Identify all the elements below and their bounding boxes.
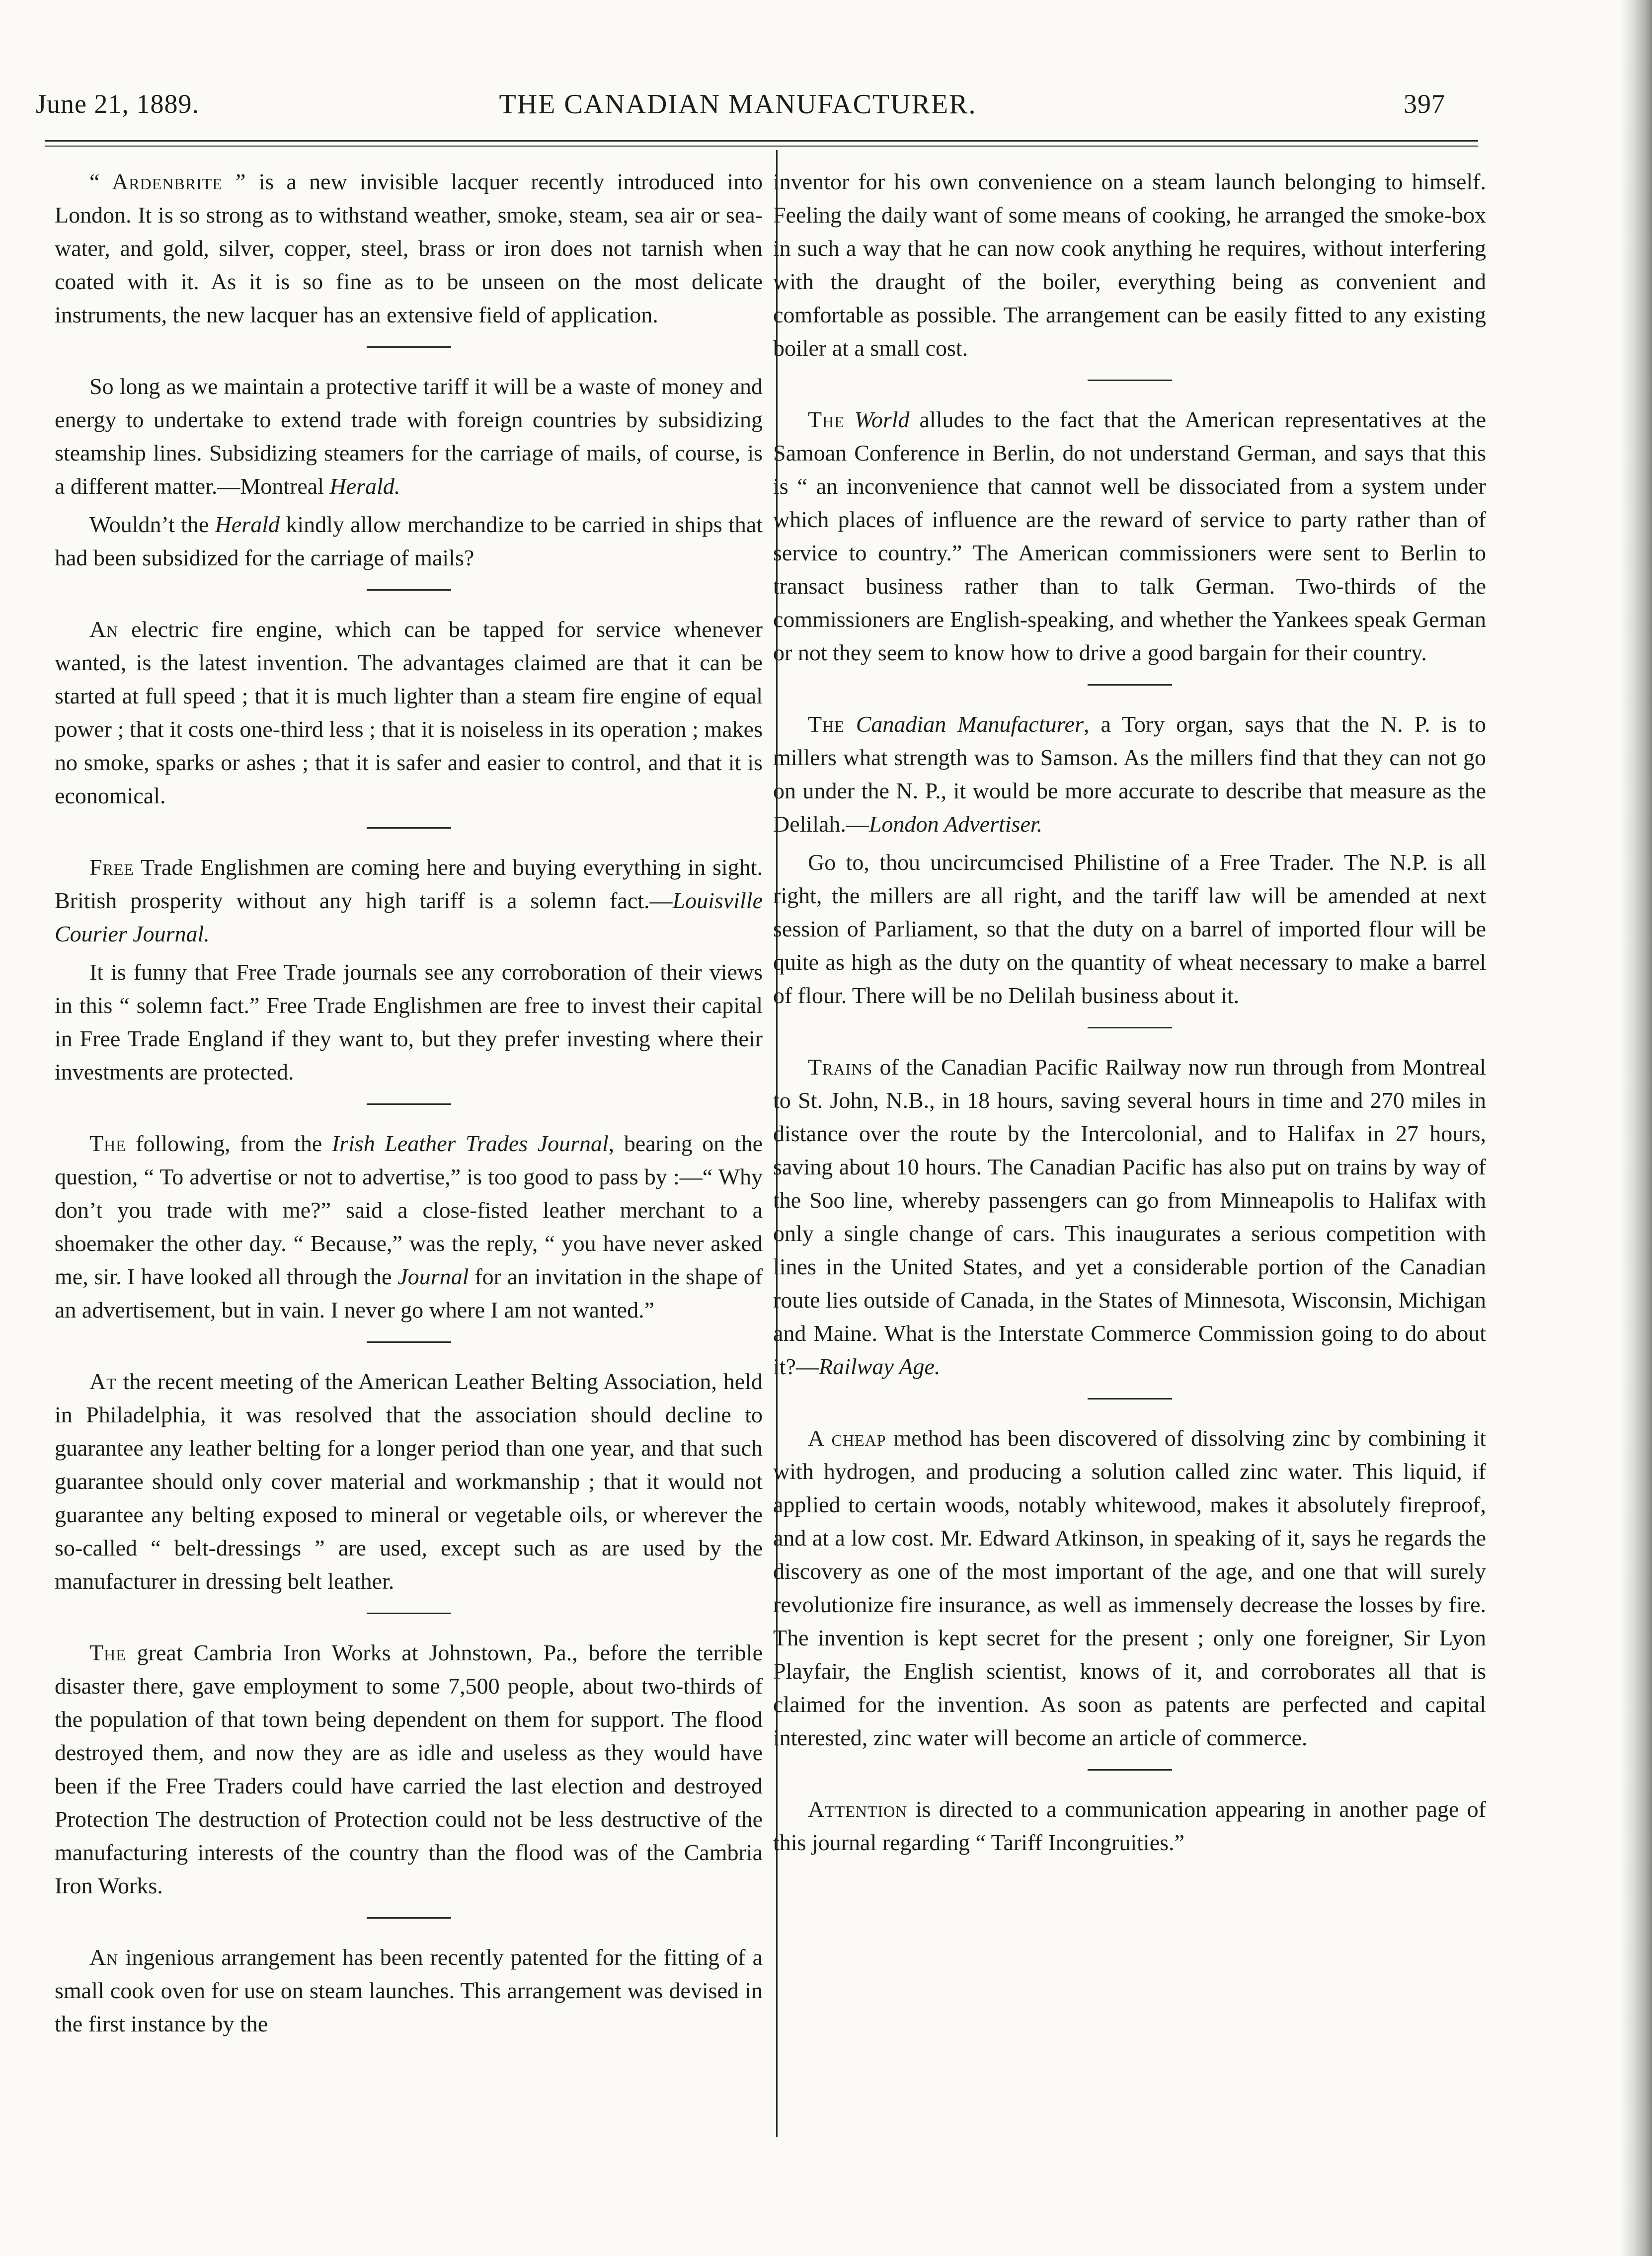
header-rule-bottom: [45, 146, 1478, 147]
article-separator: [1088, 1769, 1172, 1771]
left-column: [55, 165, 763, 2040]
newspaper-name: Herald: [215, 512, 280, 537]
article-text: great Cambria Iron Works at Johnstown, Pa., before the terrible disaster there, gave employment to some 7,500 people, about two-thirds of the population of that town being dependent on them for support. The flood destroyed them, and now they are as idle and useless as they would have been if the Free Traders could have carried the last election and destroyed Protection The destruction of Protection could not be less destructive of the manufacturing interests of the country than the flood was of the Cambria Iron Works.: [55, 1640, 763, 1898]
issue-date: June 21, 1889.: [36, 89, 199, 119]
article-separator: [1088, 684, 1172, 686]
article-separator: [367, 346, 451, 348]
article-text: It is funny that Free Trade journals see any corroboration of their views in this “ solemn fact.” Free Trade Englishmen are free to invest their capital in Free Trade England if they want to, but they prefer investing where their investments are protected.: [55, 959, 763, 1085]
article-separator: [1088, 380, 1172, 381]
article-lead: “ Ardenbrite ”: [89, 169, 246, 194]
article-text: inventor for his own convenience on a steam launch belonging to himself. Feeling the daily want of some means of cooking, he arranged the smoke-box in such a way that he can now cook anything he requires, without interfering with the draught of the boiler, everything being as convenient and comfortable as possible. The arrangement can be easily fitted to any existing boiler at a small cost.: [773, 169, 1486, 361]
article-electric-fire-engine: [55, 613, 763, 812]
article-philistine-reply: [773, 846, 1486, 1012]
article-cambria-iron-works: [55, 1636, 763, 1902]
article-protective-tariff: [55, 370, 763, 503]
article-text: is directed to a communication appearing in another page of this journal regarding “ Tariff Incongruities.”: [773, 1796, 1486, 1855]
article-lead: An: [89, 1945, 119, 1970]
article-lead: Trains: [808, 1054, 873, 1080]
article-canadian-pacific-trains: [773, 1050, 1486, 1383]
article-text: electric fire engine, which can be tapped for service whenever wanted, is the latest invention. The advantages claimed are that it can be started at full speed ; that it is much lighter than a steam fire engine of equal power ; that it costs one-third less ; that it is noiseless in its operation ; makes no smoke, sparks or ashes ; that it is safer and easier to control, and that it is economical.: [55, 617, 763, 808]
article-lead: At: [89, 1369, 117, 1394]
article-leather-belting: [55, 1365, 763, 1598]
article-text: Wouldn’t the: [89, 512, 215, 537]
publication-title: THE CANADIAN MANUFACTURER.: [499, 89, 977, 120]
article-lead: Free: [89, 855, 135, 880]
article-text: the recent meeting of the American Leather Belting Association, held in Philadelphia, it was resolved that the association should decline to guarantee any leather belting for a longer period than one year, and that such guarantee should only cover material and workmanship ; that it would not guarantee any belting exposed to mineral or vegetable oils, or wherever the so-called “ belt-dressings ” are used, except such as are used by the manufacturer in dressing belt leather.: [55, 1369, 763, 1594]
article-tariff-incongruities: [773, 1792, 1486, 1859]
article-separator: [367, 827, 451, 829]
article-lead: The: [808, 407, 845, 432]
scan-edge-shadow: [1620, 0, 1652, 2256]
article-source: Louisville Courier Journal.: [55, 888, 763, 946]
article-text: method has been discovered of dissolving zinc by combining it with hydrogen, and producing a solution called zinc water. This liquid, if applied to certain woods, notably whitewood, makes it absolutely fireproof, and at a low cost. Mr. Edward Atkinson, in speaking of it, says he regards the discovery as one of the most important of the age, and one that will surely revolutionize fire insurance, as well as immensely decrease the losses by fire. The invention is kept secret for the present ; only one foreigner, Sir Lyon Playfair, the English scientist, knows of it, and corroborates all that is claimed for the invention. As soon as patents are perfected and capital interested, zinc water will become an article of commerce.: [773, 1425, 1486, 1750]
newspaper-name: Journal: [397, 1264, 469, 1289]
article-cook-oven-continued: [773, 165, 1486, 365]
article-text: is a new invisible lacquer recently introduced into London. It is so strong as to withstand weather, smoke, steam, sea air or sea-water, and gold, silver, copper, steel, brass or iron does not tarnish when coated with it. As it is so fine as to be unseen on the most delicate instruments, the new lacquer has an extensive field of application.: [55, 169, 763, 327]
article-text: , bearing on the question, “ To advertise or not to advertise,” is too good to pass by :—“ Why don’t you trade with me?” said a close-fisted leather merchant to a shoemaker the other day. “ Because,” was the reply, “ you have never asked me, sir. I have looked all through the: [55, 1131, 763, 1289]
article-source: London Advertiser.: [868, 811, 1043, 837]
article-lead: The: [89, 1131, 126, 1156]
newspaper-name: Canadian Manufacturer: [856, 711, 1084, 737]
article-zinc-water: [773, 1421, 1486, 1754]
page-number: 397: [1404, 89, 1445, 119]
right-column: [773, 165, 1486, 1859]
newspaper-name: World: [854, 407, 910, 432]
article-text: for an invitation in the shape of an advertisement, but in vain. I never go where I am not wanted.”: [55, 1264, 763, 1322]
article-text: following, from the: [126, 1131, 332, 1156]
article-lead: Attention: [808, 1796, 908, 1822]
newspaper-name: Irish Leather Trades Journal: [331, 1131, 609, 1156]
article-lead: An: [89, 617, 119, 642]
article-separator: [367, 1103, 451, 1105]
article-separator: [367, 589, 451, 591]
article-herald-reply: [55, 508, 763, 574]
article-separator: [1088, 1398, 1172, 1400]
article-samoan-conference: [773, 403, 1486, 669]
article-separator: [367, 1613, 451, 1614]
article-lead: The: [89, 1640, 126, 1665]
article-solemn-fact-reply: [55, 955, 763, 1089]
article-text: So long as we maintain a protective tariff it will be a waste of money and energy to undertake to extend trade with foreign countries by subsidizing steamship lines. Subsidizing steamers for the carriage of mails, of course, is a different matter.—Montreal: [55, 374, 763, 499]
article-separator: [367, 1917, 451, 1919]
article-text: of the Canadian Pacific Railway now run through from Montreal to St. John, N.B., in 18 hours, saving several hours in time and 270 miles in distance over the route by the Intercolonial, and to Halifax in 27 hours, saving about 10 hours. The Canadian Pacific has also put on trains by way of the Soo line, whereby passengers can go from Minneapolis to Halifax with only a single change of cars. This inaugurates a serious competition with lines in the United States, and yet a considerable portion of the Canadian route lies outside of Canada, in the States of Minnesota, Wisconsin, Michigan and Maine. What is the Interstate Commerce Commission going to do about it?—: [773, 1054, 1486, 1379]
article-separator: [367, 1341, 451, 1343]
article-lead: The: [808, 711, 845, 737]
article-text: alludes to the fact that the American representatives at the Samoan Conference in Berlin, do not understand German, and says that this is “ an inconvenience that cannot well be dissociated from a system under which places of influence are the reward of service to party rather than of service to country.” The American commissioners were sent to Berlin to transact business rather than to talk German. Two-thirds of the commissioners are English-speaking, and whether the Yankees speak German or not they seem to know how to drive a good bargain for their country.: [773, 407, 1486, 665]
article-source: Herald.: [329, 473, 400, 499]
article-ardenbrite: [55, 165, 763, 331]
article-text: Go to, thou uncircumcised Philistine of a Free Trader. The N.P. is all right, the millers are all right, and the tariff law will be amended at next session of Parliament, so that the duty on a barrel of imported flour will be quite as high as the duty on the quantity of wheat necessary to make a barrel of flour. There will be no Delilah business about it.: [773, 850, 1486, 1008]
article-millers-samson: [773, 707, 1486, 841]
article-text: Trade Englishmen are coming here and buying everything in sight. British prosperity without any high tariff is a solemn fact.—: [55, 855, 763, 913]
article-text: ingenious arrangement has been recently patented for the fitting of a small cook oven for use on steam launches. This arrangement was devised in the first instance by the: [55, 1945, 763, 2036]
article-separator: [1088, 1027, 1172, 1028]
article-leather-trades: [55, 1127, 763, 1326]
article-lead: A cheap: [808, 1425, 886, 1451]
article-free-trade-englishmen: [55, 851, 763, 950]
article-text: kindly allow merchandize to be carried in ships that had been subsidized for the carriage of mails?: [55, 512, 763, 570]
article-text: , a Tory organ, says that the N. P. is to millers what strength was to Samson. As the millers find that they can not go on under the N. P., it would be more accurate to describe that measure as the Delilah.—: [773, 711, 1486, 837]
article-cook-oven: [55, 1941, 763, 2040]
article-source: Railway Age.: [818, 1354, 941, 1379]
header-rule-top: [45, 140, 1478, 142]
